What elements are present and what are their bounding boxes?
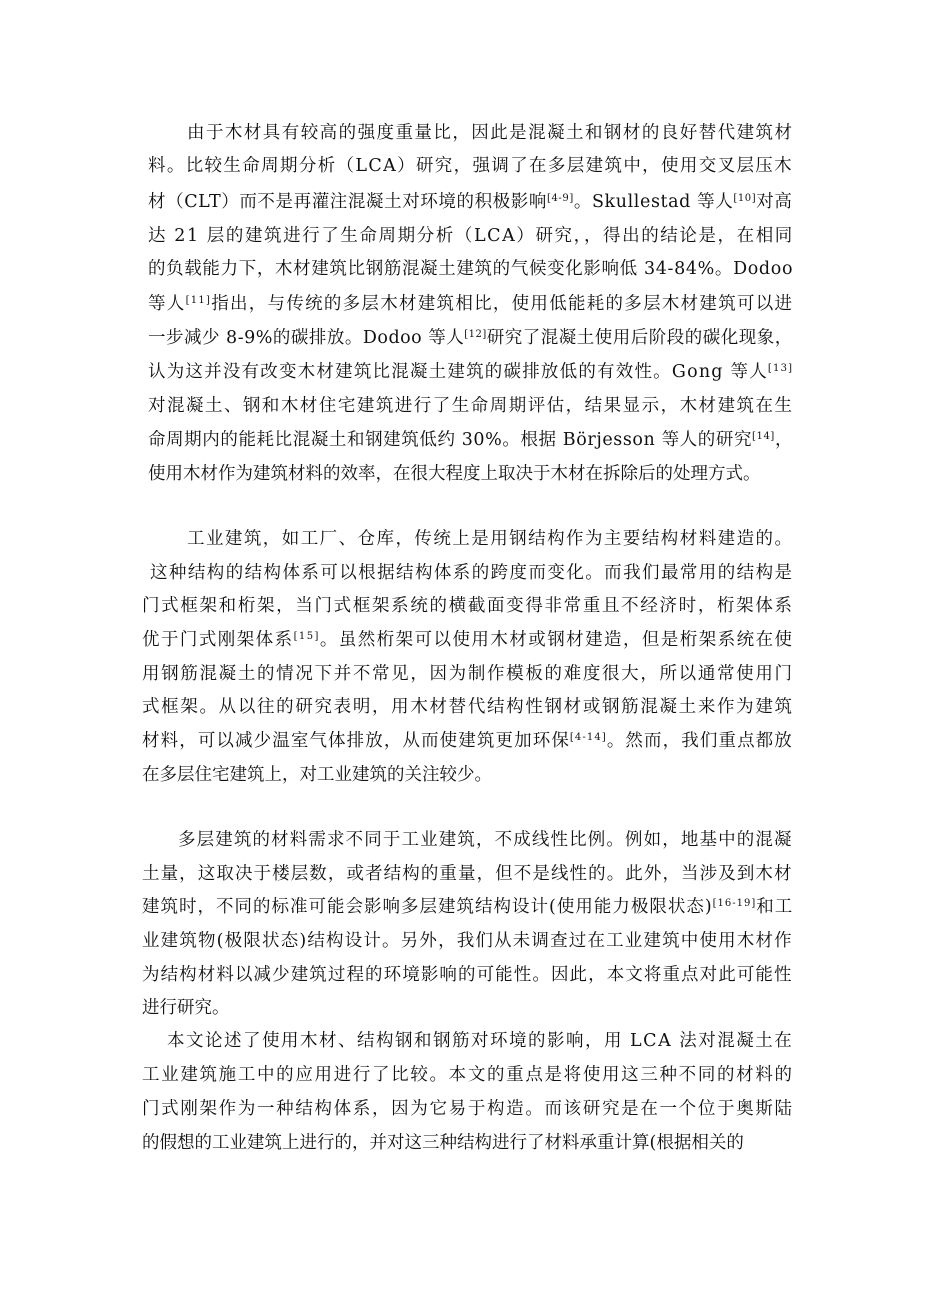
paragraph-2-line-6 — [142, 692, 794, 722]
text-run: 在多层住宅建筑上，对工业建筑的关注较少。 — [142, 765, 492, 785]
text-run: 和工 — [756, 897, 794, 917]
text-run: ， — [774, 430, 794, 450]
text-run: 门式刚架作为一种结构体系，因为它易于构造。而该研究是在一个位于奥斯陆 — [142, 1099, 794, 1119]
text-run: 材料，可以减少温室气体排放，从而使建筑更加环保 — [142, 731, 570, 751]
text-run: 指出，与传统的多层木材建筑相比，使用低能耗的多层木材建筑可以进 — [211, 294, 794, 314]
text-run: 一步减少 8-9%的碳排放。Dodoo 等人 — [148, 328, 465, 348]
paragraph-4-line-1 — [167, 1026, 793, 1056]
paragraph-1-line-5 — [148, 254, 793, 284]
paragraph-1-line-11 — [148, 459, 761, 489]
text-run: 多层建筑的材料需求不同于工业建筑，不成线性比例。例如，地基中的混凝 — [178, 830, 793, 850]
citation-ref: [10] — [733, 193, 757, 204]
paragraph-1-line-4 — [148, 221, 794, 251]
text-run: 等人 — [148, 294, 186, 314]
paragraph-2-line-1 — [187, 524, 793, 554]
text-run: 这种结构的结构体系可以根据结构体系的跨度而变化。而我们最常用的结构是 — [150, 563, 794, 583]
paragraph-2-line-3 — [142, 591, 794, 621]
text-run: 工业建筑施工中的应用进行了比较。本文的重点是将使用这三种不同的材料的 — [142, 1065, 794, 1085]
text-run: 。Skullestad 等人 — [573, 192, 734, 212]
paragraph-2-line-5 — [142, 659, 794, 689]
citation-ref: [16-19] — [712, 898, 757, 909]
paragraph-1-line-2 — [148, 151, 793, 181]
text-run: 门式框架和桁架，当门式框架系统的横截面变得非常重且不经济时，桁架体系 — [142, 596, 794, 616]
paragraph-4-line-2 — [142, 1060, 794, 1090]
text-run: 为结构材料以减少建筑过程的环境影响的可能性。因此，本文将重点对此可能性 — [142, 965, 793, 985]
paragraph-1-line-10 — [148, 425, 793, 455]
paragraph-1-line-1 — [187, 118, 793, 148]
paragraph-3-line-5 — [142, 960, 793, 990]
paragraph-1-line-6 — [148, 289, 793, 319]
text-run: 进行研究。 — [142, 998, 230, 1018]
citation-ref: [14] — [752, 431, 775, 442]
text-run: 对高 — [756, 192, 793, 212]
paragraph-2-line-7 — [142, 726, 793, 756]
paragraph-1-line-7 — [148, 323, 793, 353]
paragraph-3-line-3 — [142, 892, 793, 922]
text-run: 材（CLT）而不是再灌注混凝土对环境的积极影响 — [148, 192, 547, 212]
citation-ref: [15] — [293, 631, 320, 642]
text-run: 达 21 层的建筑进行了生命周期分析（LCA）研究，，得出的结论是，在相同 — [148, 226, 794, 246]
text-run: 业建筑物(极限状态)结构设计。另外，我们从未调查过在工业建筑中使用木材作 — [142, 931, 793, 951]
citation-ref: [11] — [185, 295, 212, 306]
paragraph-2-line-4 — [142, 625, 793, 655]
text-run: 建筑时，不同的标准可能会影响多层建筑结构设计(使用能力极限状态) — [142, 897, 713, 917]
paragraph-3-line-2 — [142, 859, 793, 889]
paragraph-2-line-2 — [150, 558, 793, 588]
text-run: 。虽然桁架可以使用木材或钢材建造，但是桁架系统在使 — [319, 630, 794, 650]
citation-ref: [4-14] — [569, 732, 607, 743]
paragraph-1-line-9 — [148, 391, 793, 421]
text-run: 命周期内的能耗比混凝土和钢建筑低约 30%。根据 Börjesson 等人的研究 — [148, 430, 753, 450]
text-run: 用钢筋混凝土的情况下并不常见，因为制作模板的难度很大，所以通常使用门 — [142, 664, 794, 684]
text-run: 。然而，我们重点都放 — [606, 731, 793, 751]
text-run: 的假想的工业建筑上进行的，并对这三种结构进行了材料承重计算(根据相关的 — [142, 1133, 744, 1153]
text-run: 研究了混凝土使用后阶段的碳化现象， — [486, 328, 793, 348]
paragraph-1-line-3 — [148, 187, 792, 217]
citation-ref: [12] — [464, 329, 487, 340]
citation-ref: [13] — [767, 363, 794, 374]
text-run: 由于木材具有较高的强度重量比，因此是混凝土和钢材的良好替代建筑材 — [187, 123, 794, 143]
paragraph-1-line-8 — [148, 357, 793, 387]
paragraph-3-line-4 — [142, 926, 793, 956]
paragraph-4-line-4 — [142, 1128, 744, 1158]
text-run: 的负载能力下，木材建筑比钢筋混凝土建筑的气候变化影响低 34-84%。Dodoo — [148, 259, 794, 279]
paragraph-2-line-8 — [142, 760, 492, 790]
text-run: 工业建筑，如工厂、仓库，传统上是用钢结构作为主要结构材料建造的。 — [187, 529, 794, 549]
text-run: 优于门式刚架体系 — [142, 630, 294, 650]
paragraph-3-line-6 — [142, 993, 230, 1023]
citation-ref: [4-9] — [546, 193, 574, 204]
text-run: 式框架。从以往的研究表明，用木材替代结构性钢材或钢筋混凝土来作为建筑 — [142, 697, 794, 717]
text-run: 料。比较生命周期分析（LCA）研究，强调了在多层建筑中，使用交叉层压木 — [148, 156, 793, 176]
paragraph-4-line-3 — [142, 1094, 794, 1124]
text-run: 对混凝土、钢和木材住宅建筑进行了生命周期评估，结果显示，木材建筑在生 — [148, 396, 794, 416]
text-run: 本文论述了使用木材、结构钢和钢筋对环境的影响，用 LCA 法对混凝土在 — [167, 1031, 794, 1051]
paragraph-3-line-1 — [178, 825, 793, 855]
text-run: 土量，这取决于楼层数，或者结构的重量，但不是线性的。此外，当涉及到木材 — [142, 864, 793, 884]
text-run: 认为这并没有改变木材建筑比混凝土建筑的碳排放低的有效性。Gong 等人 — [148, 362, 768, 382]
text-run: 使用木材作为建筑材料的效率，在很大程度上取决于木材在拆除后的处理方式。 — [148, 464, 761, 484]
